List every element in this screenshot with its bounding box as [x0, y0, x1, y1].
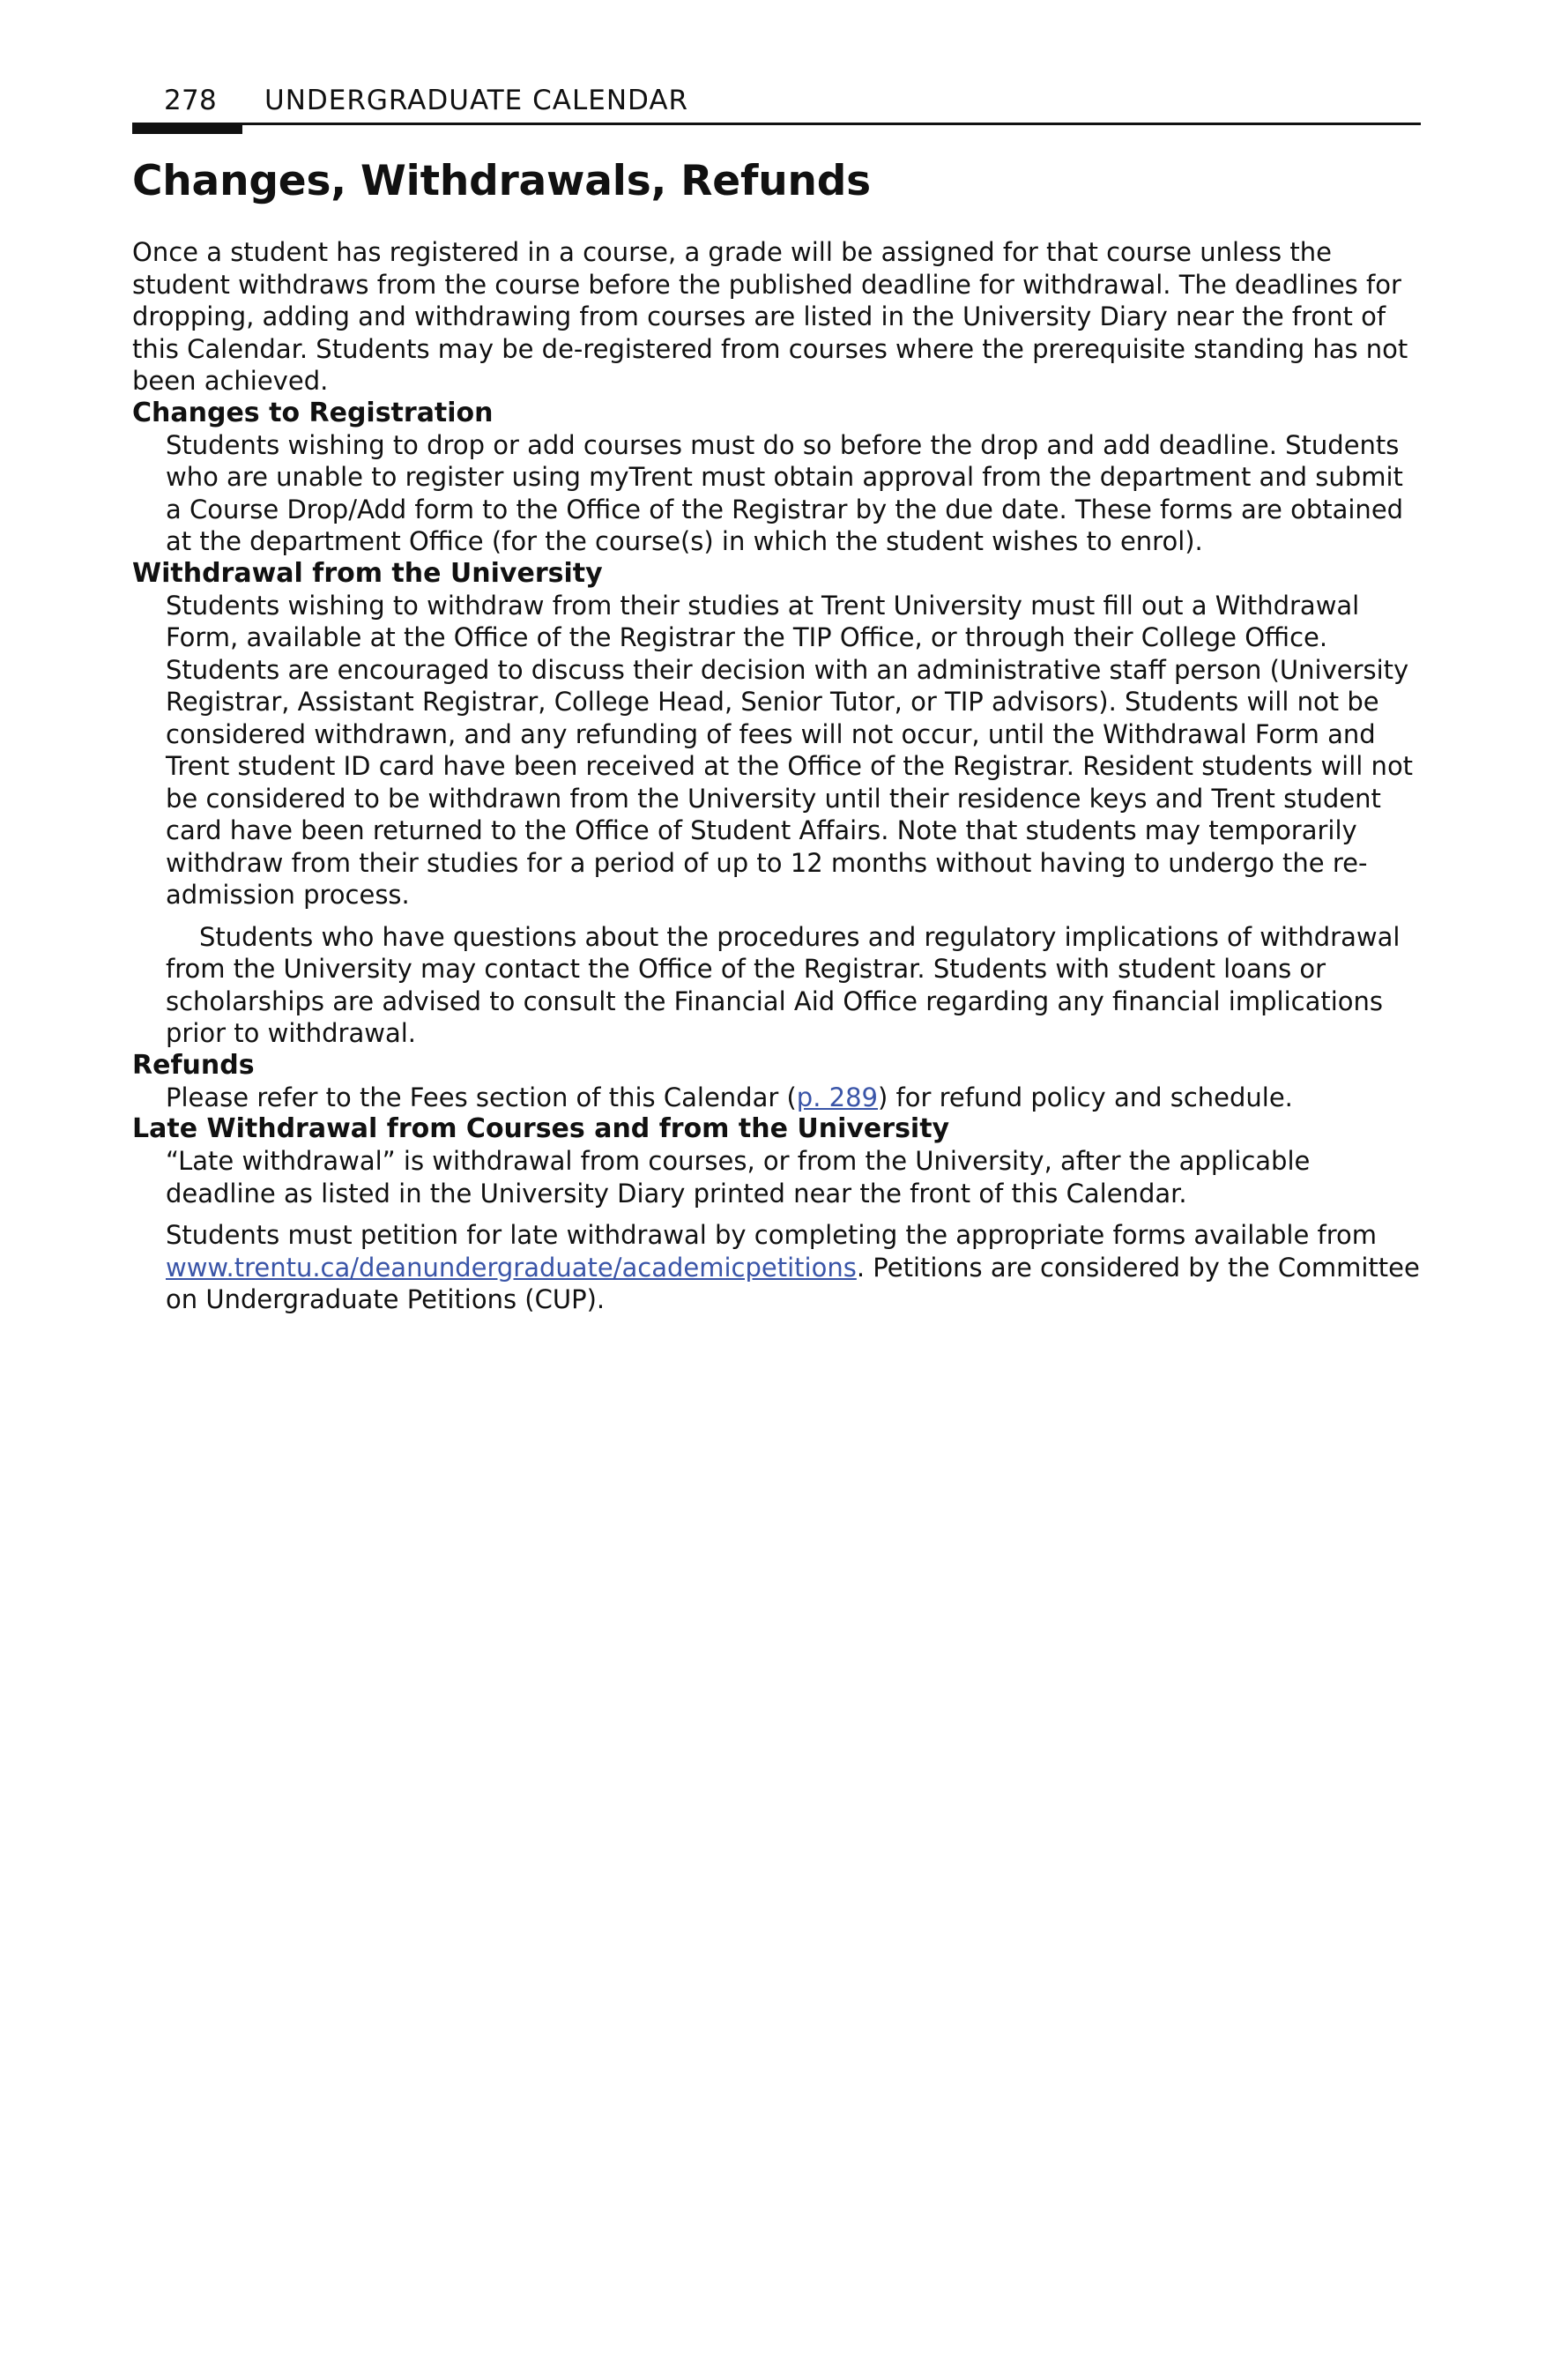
page-number: 278 — [164, 85, 218, 116]
paragraph: Students who have questions about the procedures and regulatory implications of withdrawal from the University may contact the Office of the Registrar. Students with student loans or scholarships are advised to consult the Financial Aid Office regarding any financial implications prior to withdrawal. — [166, 921, 1401, 1048]
header-rule — [132, 123, 1421, 125]
intro-paragraph: Once a student has registered in a course, a grade will be assigned for that course unless the student withdraws from the course before the published deadline for withdrawal. The deadlines for dropping, adding and withdrawing from courses are listed in the University Diary near the front of this Calendar. Students may be de-registered from courses where the prerequisite standing has not been achieved. — [132, 237, 1408, 396]
paragraph — [166, 1219, 1421, 1316]
running-head — [132, 85, 1421, 125]
refunds-text-after: ) for refund policy and schedule. — [878, 1082, 1293, 1112]
section-refunds — [132, 1050, 1421, 1114]
section-body — [166, 1145, 1421, 1316]
paragraph: Students wishing to withdraw from their studies at Trent University must fill out a Withdrawal Form, available at the Office of the Registrar the TIP Office, or through their College Office. Students are encouraged to discuss their decision with an administrative staff person (University Registrar, Assistant Registrar, College Head, Senior Tutor, or TIP advisors). Students will not be considered withdrawn, and any refunding of fees will not occur, until the Withdrawal Form and Trent student ID card have been received at the Office of the Registrar. Resident students will not be considered to be withdrawn from the University until their residence keys and Trent student card have been returned to the Office of Student Affairs. Note that students may temporarily withdraw from their studies for a period of up to 12 months without having to undergo the re-admission process. — [166, 590, 1414, 910]
paragraph: Students wishing to drop or add courses must do so before the drop and add deadline. Students who are unable to register using myTrent must obtain approval from the department and submit a Course Drop/Add form to the Office of the Registrar by the due date. These forms are obtained at the department Office (for the course(s) in which the student wishes to enrol). — [166, 429, 1404, 556]
section-withdrawal-from-university — [132, 558, 1421, 1050]
header-rule-accent — [132, 123, 242, 134]
paragraph: “Late withdrawal” is withdrawal from courses, or from the University, after the applicable deadline as listed in the University Diary printed near the front of this Calendar. — [166, 1146, 1311, 1209]
section-heading: Late Withdrawal from Courses and from the University — [132, 1113, 950, 1144]
late-text-after: . Petitions are considered by the Committee on Undergraduate Petitions (CUP). — [166, 1252, 1420, 1314]
section-body — [166, 429, 1421, 558]
late-text-before: Students must petition for late withdrawal by completing the appropriate forms available from — [166, 1220, 1378, 1250]
page-title: Changes, Withdrawals, Refunds — [132, 157, 871, 205]
section-changes-to-registration — [132, 398, 1421, 558]
section-heading: Changes to Registration — [132, 397, 494, 428]
running-head-title: UNDERGRADUATE CALENDAR — [264, 85, 689, 116]
section-body — [166, 590, 1421, 1050]
document-body — [132, 236, 1421, 1316]
refunds-text-before: Please refer to the Fees section of this Calendar ( — [166, 1082, 797, 1112]
paragraph — [166, 1082, 1421, 1114]
section-body — [166, 1082, 1421, 1114]
section-heading: Withdrawal from the University — [132, 557, 603, 589]
document-page — [132, 0, 1421, 2380]
section-heading: Refunds — [132, 1049, 255, 1081]
academic-petitions-link[interactable]: www.trentu.ca/deanundergraduate/academicpetitions — [166, 1252, 857, 1283]
fees-page-link[interactable]: p. 289 — [796, 1082, 878, 1112]
section-late-withdrawal — [132, 1113, 1421, 1316]
